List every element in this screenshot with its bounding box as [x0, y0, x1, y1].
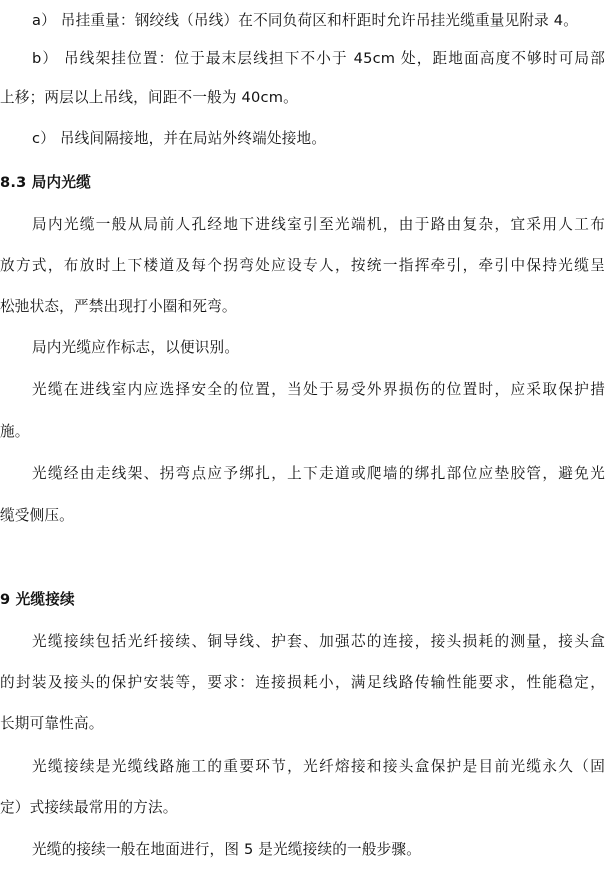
section-9-heading: 9 光缆接续	[0, 591, 75, 608]
section-8-3-para-3-line-2: 施。	[0, 423, 30, 440]
list-item-a: a） 吊挂重量：钢绞线（吊线）在不同负荷区和杆距时允许吊挂光缆重量见附录 4。	[32, 12, 579, 29]
section-9-para-2-line-1: 光缆接续是光缆线路施工的重要环节，光纤熔接和接头盒保护是目前光缆永久（固	[32, 758, 605, 775]
section-8-3-heading: 8.3 局内光缆	[0, 174, 91, 191]
section-8-3-para-1-line-1: 局内光缆一般从局前人孔经地下进线室引至光端机，由于路由复杂，宜采用人工布	[32, 216, 605, 233]
section-9-para-3: 光缆的接续一般在地面进行，图 5 是光缆接续的一般步骤。	[32, 841, 422, 858]
section-9-para-1-line-1: 光缆接续包括光纤接续、铜导线、护套、加强芯的连接，接头损耗的测量，接头盒	[32, 633, 605, 650]
section-8-3-para-3-line-1: 光缆在进线室内应选择安全的位置，当处于易受外界损伤的位置时，应采取保护措	[32, 381, 605, 398]
section-8-3-para-4-line-2: 缆受侧压。	[0, 507, 74, 524]
section-8-3-para-2: 局内光缆应作标志，以便识别。	[32, 339, 240, 356]
list-item-b-line-2: 上移；两层以上吊线，间距不一般为 40cm。	[0, 89, 298, 106]
section-9-para-1-line-2: 的封装及接头的保护安装等，要求：连接损耗小，满足线路传输性能要求，性能稳定，	[0, 674, 605, 691]
section-9-para-1-line-3: 长期可靠性高。	[0, 715, 104, 732]
section-8-3-para-4-line-1: 光缆经由走线架、拐弯点应予绑扎，上下走道或爬墙的绑扎部位应垫胶管，避免光	[32, 465, 605, 482]
section-8-3-para-1-line-3: 松弛状态，严禁出现打小圈和死弯。	[0, 298, 237, 315]
list-item-c: c） 吊线间隔接地，并在局站外终端处接地。	[32, 130, 327, 147]
section-9-para-2-line-2: 定）式接续最常用的方法。	[0, 799, 178, 816]
section-8-3-para-1-line-2: 放方式，布放时上下楼道及每个拐弯处应设专人，按统一指挥牵引，牵引中保持光缆呈	[0, 257, 605, 274]
list-item-b-line-1: b） 吊线架挂位置：位于最末层线担下不小于 45cm 处，距地面高度不够时可局部	[32, 50, 605, 67]
